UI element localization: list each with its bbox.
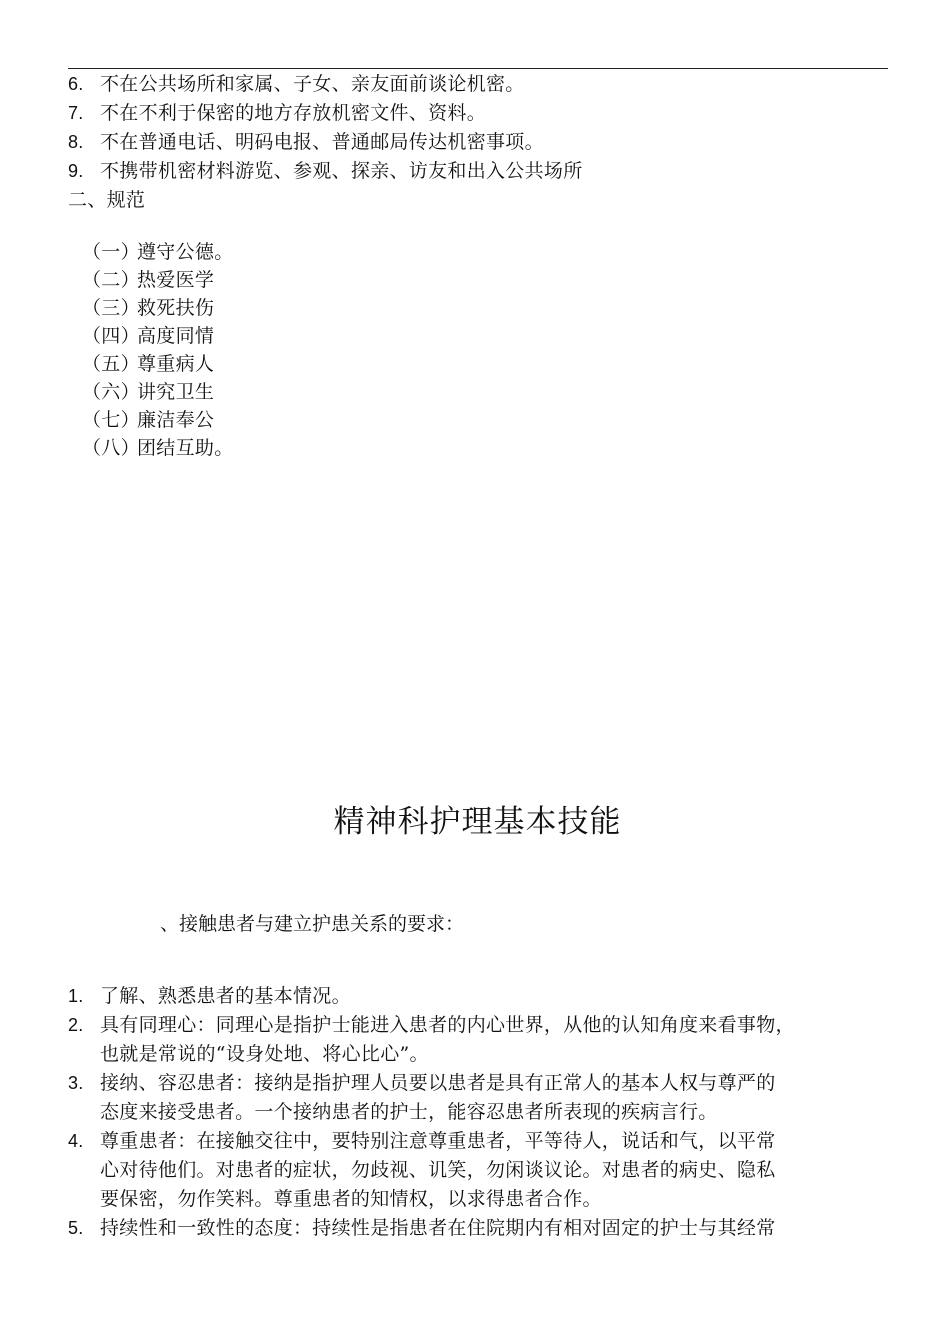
list-marker: （三）	[82, 297, 140, 319]
list-number: 6.	[68, 74, 84, 94]
list-text: 团结互助。	[137, 437, 234, 459]
list-number: 5.	[68, 1218, 84, 1238]
list-text: 尊重患者：在接触交往中，要特别注意尊重患者，平等待人，说话和气，以平常	[100, 1130, 776, 1152]
list-marker: （二）	[82, 269, 140, 291]
list-marker: （四）	[82, 325, 140, 347]
list-number: 8.	[68, 132, 84, 152]
list-number: 4.	[68, 1131, 84, 1151]
list-marker: （八）	[82, 437, 140, 459]
list-text: 不在普通电话、明码电报、普通邮局传达机密事项。	[100, 131, 544, 153]
list-text: 廉洁奉公	[137, 409, 215, 431]
list-marker: （一）	[82, 241, 140, 263]
list-text-continuation: 心对待他们。对患者的症状，勿歧视、讥笑，勿闲谈议论。对患者的病史、隐私	[100, 1159, 776, 1181]
list-number: 7.	[68, 103, 84, 123]
list-text: 不携带机密材料游览、参观、探亲、访友和出入公共场所	[100, 160, 583, 182]
list-marker: （六）	[82, 381, 140, 403]
list-text: 热爱医学	[137, 269, 215, 291]
list-text: 救死扶伤	[137, 297, 215, 319]
list-number: 2.	[68, 1015, 84, 1035]
list-text: 具有同理心：同理心是指护士能进入患者的内心世界，从他的认知角度来看事物，	[100, 1014, 795, 1036]
list-text-continuation: 态度来接受患者。一个接纳患者的护士，能容忍患者所表现的疾病言行。	[100, 1101, 718, 1123]
list-text: 高度同情	[137, 325, 215, 347]
list-marker: （七）	[82, 409, 140, 431]
list-number: 1.	[68, 986, 84, 1006]
list-text-continuation: 也就是常说的“设身处地、将心比心”。	[100, 1043, 429, 1065]
header-rule	[68, 68, 888, 69]
list-marker: （五）	[82, 353, 140, 375]
list-text: 不在公共场所和家属、子女、亲友面前谈论机密。	[100, 73, 525, 95]
list-text: 持续性和一致性的态度：持续性是指患者在住院期内有相对固定的护士与其经常	[100, 1217, 776, 1239]
list-number: 3.	[68, 1073, 84, 1093]
list-text: 了解、熟悉患者的基本情况。	[100, 985, 351, 1007]
list-text: 遵守公德。	[137, 241, 234, 263]
list-text: 尊重病人	[137, 353, 215, 375]
section-heading: 二、规范	[68, 189, 146, 211]
list-text: 讲究卫生	[137, 381, 215, 403]
list-text: 不在不利于保密的地方存放机密文件、资料。	[100, 102, 487, 124]
list-text-continuation: 要保密，勿作笑料。尊重患者的知情权，以求得患者合作。	[100, 1188, 602, 1210]
section-subheading: 、接触患者与建立护患关系的要求：	[160, 913, 465, 935]
list-number: 9.	[68, 161, 84, 181]
list-text: 接纳、容忍患者：接纳是指护理人员要以患者是具有正常人的基本人权与尊严的	[100, 1072, 776, 1094]
document-title: 精神科护理基本技能	[333, 804, 622, 840]
